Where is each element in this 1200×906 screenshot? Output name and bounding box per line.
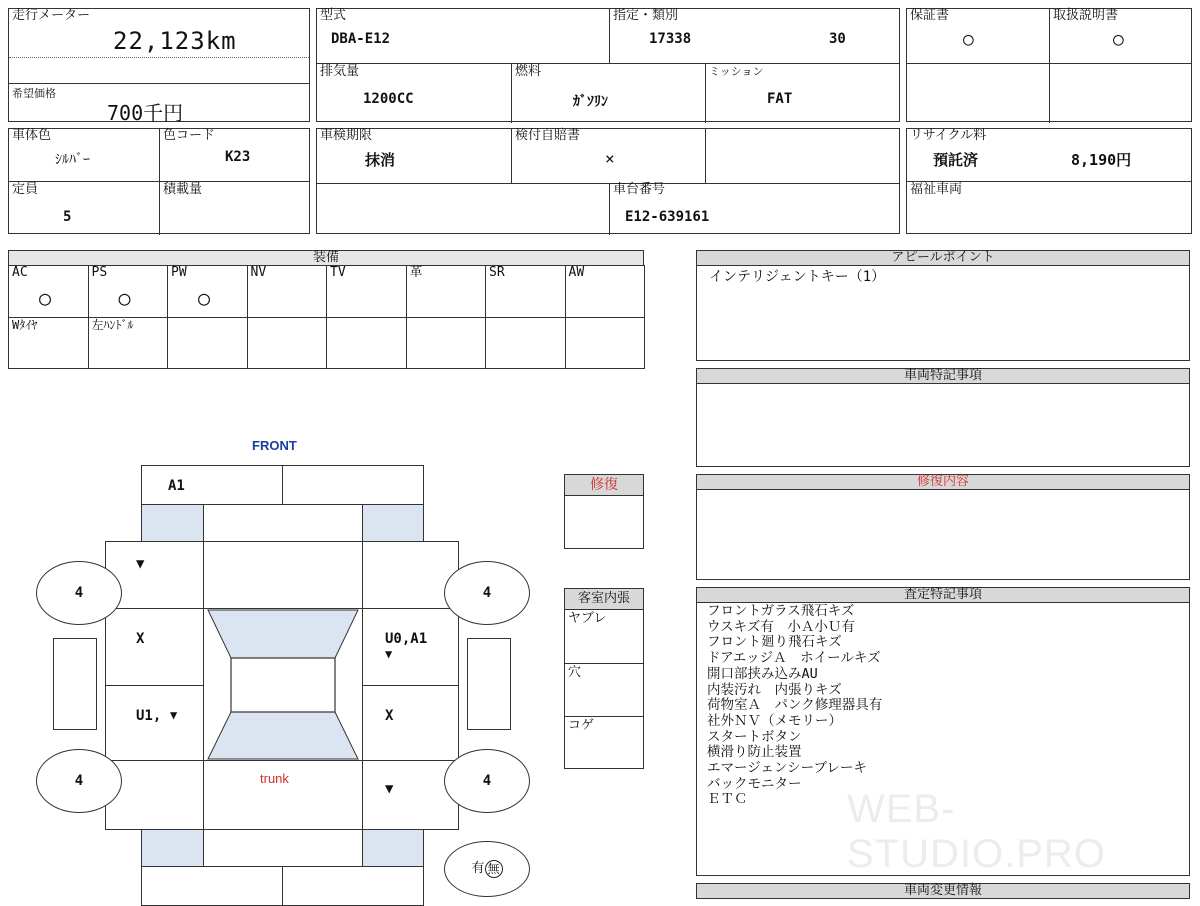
manual-value: ○ (1113, 29, 1124, 50)
mileage-price-box (8, 8, 310, 125)
vehicle-notes-box (696, 383, 1190, 467)
interior-tear-label: ヤブレ (568, 611, 607, 626)
assessment-line: エマージェンシーブレーキ (707, 760, 867, 776)
assessment-line: 内装汚れ 内張りキズ (707, 681, 842, 698)
repair-detail-box (696, 489, 1190, 580)
equipment-label: 左ﾊﾝﾄﾞﾙ (91, 318, 134, 332)
front-left-pillar (141, 504, 204, 542)
equipment-cell-row2-0 (8, 317, 89, 369)
equipment-grid (8, 265, 644, 369)
dent-mark: ▼ (170, 708, 178, 722)
equipment-cell-pw (167, 265, 248, 318)
spec-box (316, 8, 900, 122)
model-value: DBA-E12 (331, 31, 391, 47)
assessment-line: ウスキズ有 小Ａ小Ｕ有 (707, 618, 855, 635)
chassis-label: 車台番号 (613, 182, 666, 197)
equipment-label: Wﾀｲﾔ (12, 318, 38, 332)
fuel-label: 燃料 (515, 64, 542, 79)
assessment-line: フロントガラス飛石キズ (707, 603, 855, 619)
equipment-cell-nv (247, 265, 328, 318)
vehicle-notes-title: 車両特記事項 (696, 368, 1190, 384)
assessment-line: 横滑り防止装置 (707, 744, 802, 761)
warranty-label: 保証書 (910, 8, 950, 23)
designation-value-2: 30 (829, 31, 846, 47)
dent-mark: ▼ (136, 556, 145, 572)
equipment-label: AC (12, 265, 28, 280)
assessment-box (696, 602, 1190, 876)
assessment-line: 社外ＮＶ（メモリー） (707, 712, 842, 729)
equipment-label: PW (171, 265, 187, 280)
hood-top[interactable] (203, 504, 363, 542)
rear-left-pillar (141, 829, 204, 867)
tire-front-left[interactable]: 4 (36, 561, 122, 625)
right-rear-door[interactable] (362, 685, 459, 761)
spare-tire[interactable] (444, 841, 530, 897)
left-side-sill[interactable] (53, 638, 97, 730)
right-side-sill[interactable] (467, 638, 511, 730)
right-front-door-mark: U0,A1 (385, 631, 428, 647)
color-code-value: K23 (225, 149, 251, 165)
equipment-cell-ac (8, 265, 89, 318)
fuel-value: ｶﾞｿﾘﾝ (573, 94, 608, 110)
capacity-label: 定員 (12, 182, 39, 197)
insurance-label: 検付自賠書 (515, 128, 581, 143)
color-code-label: 色コード (163, 128, 216, 143)
color-capacity-box (8, 128, 310, 234)
right-rear-door-mark: X (385, 708, 394, 724)
rear-bumper-right[interactable] (282, 866, 424, 906)
tire-rear-left[interactable]: 4 (36, 749, 122, 813)
repair-box (564, 495, 644, 549)
tire-front-right[interactable]: 4 (444, 561, 530, 625)
equipment-label: SR (489, 265, 505, 280)
equipment-cell-row2-1 (88, 317, 169, 369)
warranty-value: ○ (963, 29, 974, 50)
equipment-label: TV (330, 265, 346, 280)
front-label: FRONT (252, 438, 297, 453)
equipment-mark: ○ (118, 286, 131, 310)
assessment-line: スタートボタン (707, 728, 802, 745)
body-color-label: 車体色 (12, 128, 52, 143)
mileage-value: 22,123km (113, 27, 237, 55)
right-rear-fender[interactable] (362, 760, 459, 830)
spare-yes-label: 有 (471, 861, 485, 876)
equipment-cell-sr (485, 265, 566, 318)
equipment-cell-row2-2 (167, 317, 248, 369)
assessment-line: 荷物室Ａ パンク修理器具有 (707, 697, 883, 714)
recycle-amount: 8,190円 (1071, 151, 1132, 169)
inspection-value: 抹消 (365, 151, 396, 169)
right-front-door[interactable] (362, 608, 459, 686)
equipment-cell-row2-7 (565, 317, 646, 369)
equipment-mark: ○ (198, 286, 211, 310)
equipment-mark: ○ (39, 286, 52, 310)
mission-value: FAT (767, 91, 793, 107)
designation-value-1: 17338 (649, 31, 692, 47)
interior-burn-label: コゲ (568, 718, 595, 733)
equipment-label: NV (250, 265, 267, 280)
assessment-line: 開口部挟み込みAU (707, 665, 818, 682)
mission-label: ミッション (709, 65, 764, 78)
manual-label: 取扱説明書 (1053, 8, 1119, 23)
price-value: 700千円 (107, 101, 184, 125)
appeal-box (696, 265, 1190, 361)
interior-box (564, 609, 644, 769)
spare-no-label: 無 (485, 860, 503, 878)
displacement-label: 排気量 (320, 64, 360, 79)
dent-mark: ▼ (385, 647, 393, 661)
registration-box (316, 128, 900, 234)
equipment-label: AW (568, 265, 585, 280)
car-diagram (0, 380, 560, 900)
load-label: 積載量 (163, 182, 203, 197)
assessment-line: フロント廻り飛石キズ (707, 634, 842, 651)
dent-mark: ▼ (385, 781, 394, 797)
equipment-cell-革 (406, 265, 487, 318)
equipment-title: 装備 (8, 250, 644, 266)
displacement-value: 1200CC (363, 91, 414, 107)
assessment-line: ドアエッジＡ ホイールキズ (707, 650, 881, 667)
recycle-status: 預託済 (933, 151, 979, 169)
front-bumper-mark: A1 (168, 478, 185, 494)
left-front-door-mark: X (136, 631, 145, 647)
model-label: 型式 (320, 8, 347, 23)
equipment-cell-row2-6 (485, 317, 566, 369)
equipment-cell-ps (88, 265, 169, 318)
rear-bumper-left[interactable] (141, 866, 283, 906)
assessment-title: 査定特記事項 (696, 587, 1190, 603)
equipment-cell-row2-3 (247, 317, 328, 369)
interior-hole-label: 穴 (568, 665, 582, 680)
equipment-label: 革 (409, 265, 423, 280)
equipment-label: PS (91, 265, 108, 280)
repair-detail-title: 修復内容 (696, 474, 1190, 490)
inspection-label: 車検期限 (320, 128, 373, 143)
front-bumper-right[interactable] (282, 465, 424, 505)
watermark: WEB-STUDIO.PRO (847, 787, 1106, 876)
equipment-cell-row2-5 (406, 317, 487, 369)
assessment-line: バックモニター (707, 775, 802, 792)
front-right-pillar (362, 504, 424, 542)
left-rear-door[interactable] (105, 685, 204, 761)
trunk-label: trunk (260, 771, 289, 786)
designation-label: 指定・類別 (613, 8, 679, 23)
hood[interactable] (203, 541, 363, 609)
appeal-text: インテリジェントキー（1） (709, 269, 886, 285)
mileage-label: 走行メーター (12, 8, 91, 23)
insurance-value: × (605, 149, 615, 168)
left-rear-door-mark: U1, (136, 708, 162, 724)
equipment-cell-aw (565, 265, 646, 318)
recycle-box (906, 128, 1192, 234)
tire-rear-right[interactable]: 4 (444, 749, 530, 813)
welfare-label: 福祉車両 (910, 182, 963, 197)
documents-box (906, 8, 1192, 122)
chassis-value: E12-639161 (625, 209, 710, 225)
trunk[interactable] (203, 760, 363, 830)
interior-title: 客室内張 (564, 588, 644, 610)
body-color-value: ｼﾙﾊﾞｰ (55, 152, 90, 168)
capacity-value: 5 (63, 209, 72, 225)
cabin-outline (203, 608, 363, 761)
front-bumper-left[interactable] (141, 465, 283, 505)
change-info-title: 車両変更情報 (696, 883, 1190, 899)
assessment-line: ＥＴＣ (707, 791, 748, 808)
price-label: 希望価格 (12, 87, 56, 100)
repair-title: 修復 (564, 474, 644, 496)
appeal-title: アピールポイント (696, 250, 1190, 266)
recycle-label: リサイクル料 (910, 128, 987, 143)
equipment-cell-tv (326, 265, 407, 318)
equipment-cell-row2-4 (326, 317, 407, 369)
trunk-bottom[interactable] (203, 829, 363, 867)
rear-right-pillar (362, 829, 424, 867)
left-front-door[interactable] (105, 608, 204, 686)
